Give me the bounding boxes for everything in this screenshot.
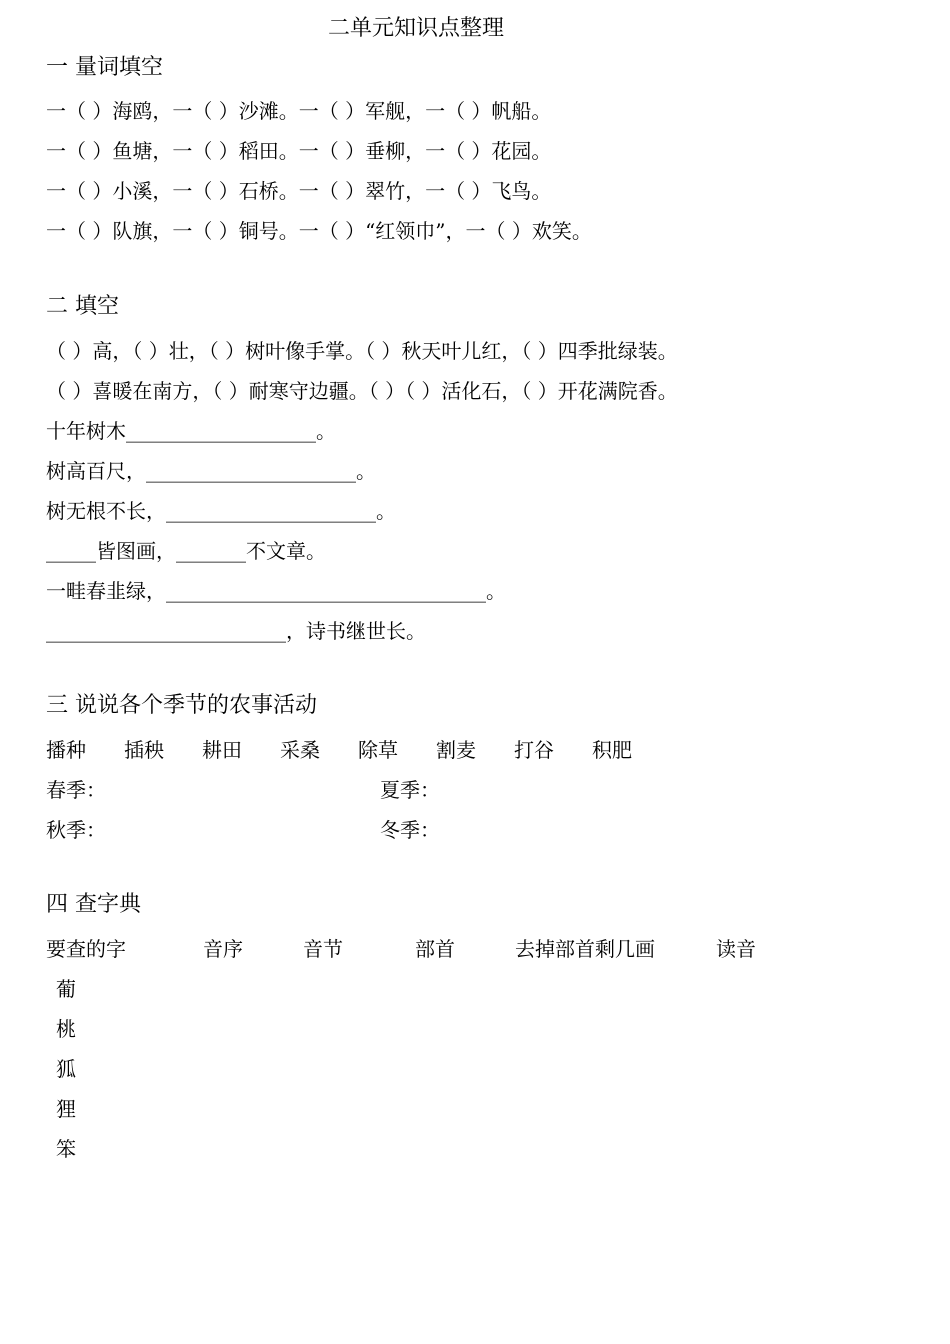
- proverb-line: 树无根不长，_____________________。: [46, 499, 396, 523]
- column-header: 去掉部首剩几画: [515, 937, 655, 961]
- activity-word: 割麦: [436, 738, 476, 762]
- measure-word-line: 一（ ）海鸥，一（ ）沙滩。一（ ）军舰，一（ ）帆船。: [46, 99, 552, 123]
- spring-label: 春季：: [46, 778, 106, 802]
- column-header: 读音: [716, 937, 756, 961]
- column-header: 部首: [415, 937, 455, 961]
- measure-word-line: 一（ ）鱼塘，一（ ）稻田。一（ ）垂柳，一（ ）花园。: [46, 139, 552, 163]
- column-header: 音节: [303, 937, 343, 961]
- page-title: 二单元知识点整理: [328, 16, 505, 41]
- activity-word: 积肥: [592, 738, 632, 762]
- fill-blank-line: （ ）喜暖在南方，（ ）耐寒守边疆。（ ）（ ）活化石，（ ）开花满院香。: [46, 379, 678, 403]
- fill-blank-line: （ ）高，（ ）壮，（ ）树叶像手掌。（ ）秋天叶儿红，（ ）四季批绿装。: [46, 339, 678, 363]
- summer-label: 夏季：: [380, 778, 440, 802]
- lookup-char: 狸: [56, 1097, 76, 1121]
- winter-label: 冬季：: [380, 818, 440, 842]
- proverb-line: 树高百尺，_____________________。: [46, 459, 376, 483]
- column-header: 要查的字: [46, 937, 126, 961]
- lookup-char: 笨: [56, 1137, 76, 1161]
- measure-word-line: 一（ ）队旗，一（ ）铜号。一（ ）“红领巾”，一（ ）欢笑。: [46, 219, 592, 243]
- activity-word: 打谷: [514, 738, 554, 762]
- proverb-line: 十年树木___________________。: [46, 419, 336, 443]
- activity-word: 除草: [358, 738, 398, 762]
- lookup-char: 桃: [56, 1017, 76, 1041]
- proverb-line: ________________________，诗书继世长。: [46, 619, 426, 643]
- section3-heading: 三 说说各个季节的农事活动: [46, 693, 317, 718]
- lookup-char: 狐: [56, 1057, 76, 1081]
- proverb-line: _____皆图画，_______不文章。: [46, 539, 326, 563]
- column-header: 音序: [203, 937, 243, 961]
- lookup-char: 葡: [56, 977, 76, 1001]
- measure-word-line: 一（ ）小溪，一（ ）石桥。一（ ）翠竹，一（ ）飞鸟。: [46, 179, 552, 203]
- proverb-line: 一畦春韭绿，________________________________。: [46, 579, 506, 603]
- section2-heading: 二 填空: [46, 294, 119, 319]
- autumn-label: 秋季：: [46, 818, 106, 842]
- activity-word: 采桑: [280, 738, 320, 762]
- activity-word: 播种: [46, 738, 86, 762]
- activity-word: 插秧: [124, 738, 164, 762]
- activity-word: 耕田: [202, 738, 242, 762]
- section4-heading: 四 查字典: [46, 892, 141, 917]
- section1-heading: 一 量词填空: [46, 55, 163, 80]
